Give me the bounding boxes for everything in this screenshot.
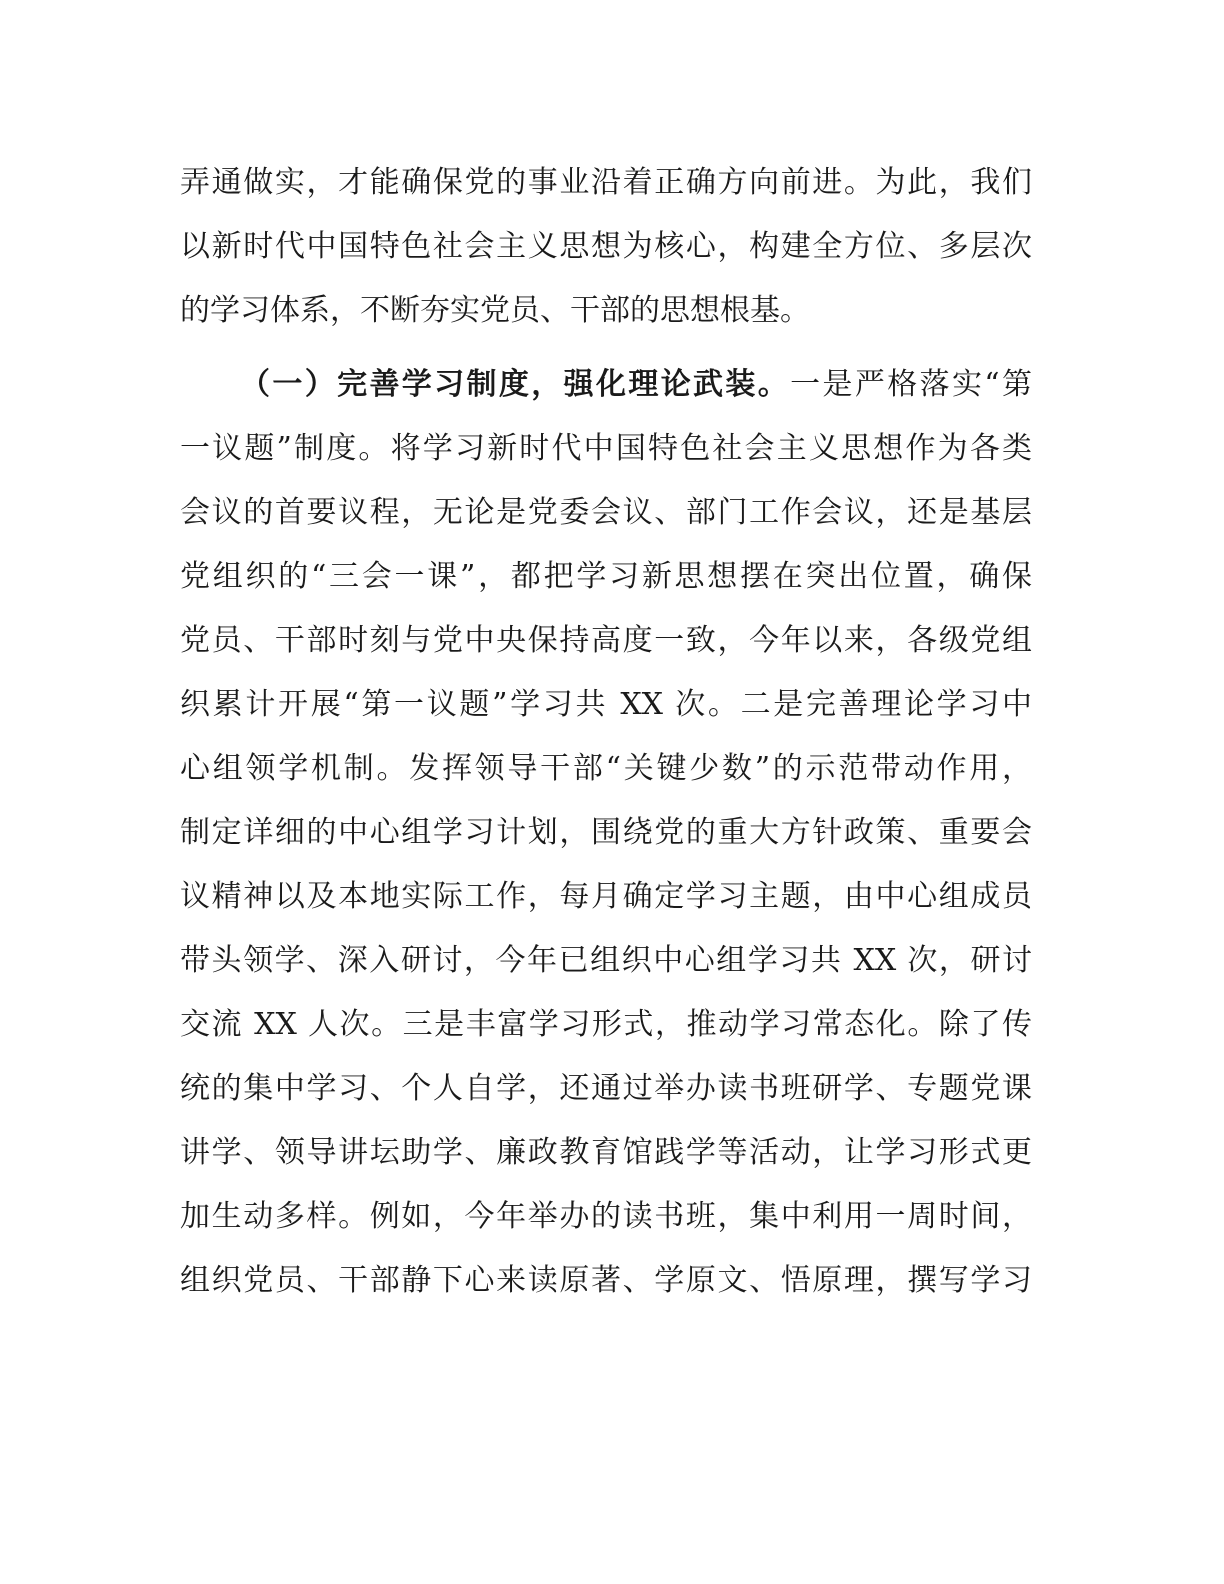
paragraph-2-line-3: 会议的首要议程，无论是党委会议、部门工作会议，还是基层 [180, 495, 1032, 530]
paragraph-2-line-6: 织累计开展“第一议题”学习共 XX 次。二是完善理论学习中 [180, 687, 1032, 722]
paragraph-2-line-10: 带头领学、深入研讨，今年已组织中心组学习共 XX 次，研讨 [180, 943, 1032, 978]
paragraph-2-line-5: 党员、干部时刻与党中央保持高度一致，今年以来，各级党组 [180, 623, 1032, 658]
paragraph-2-first-line-text: 一是严格落实“第 [790, 367, 1033, 402]
paragraph-2-line-11: 交流 XX 人次。三是丰富学习形式，推动学习常态化。除了传 [180, 1007, 1032, 1042]
paragraph-2-line-4: 党组织的“三会一课”，都把学习新思想摆在突出位置，确保 [180, 559, 1032, 594]
paragraph-2-line-14: 加生动多样。例如，今年举办的读书班，集中利用一周时间， [180, 1199, 1032, 1234]
paragraph-2-line-15: 组织党员、干部静下心来读原著、学原文、悟原理，撰写学习 [180, 1263, 1032, 1298]
paragraph-2-line-12: 统的集中学习、个人自学，还通过举办读书班研学、专题党课 [180, 1071, 1032, 1106]
section-heading: （一）完善学习制度，强化理论武装。 [240, 367, 791, 402]
paragraph-1-line-2: 以新时代中国特色社会主义思想为核心，构建全方位、多层次 [180, 229, 1032, 264]
paragraph-1-line-1: 弄通做实，才能确保党的事业沿着正确方向前进。为此，我们 [180, 165, 1032, 200]
paragraph-2-line-7: 心组领学机制。发挥领导干部“关键少数”的示范带动作用， [180, 751, 1032, 786]
paragraph-2-line-8: 制定详细的中心组学习计划，围绕党的重大方针政策、重要会 [180, 815, 1032, 850]
paragraph-2-line-9: 议精神以及本地实际工作，每月确定学习主题，由中心组成员 [180, 879, 1032, 914]
paragraph-2-line-13: 讲学、领导讲坛助学、廉政教育馆践学等活动，让学习形式更 [180, 1135, 1032, 1170]
paragraph-1-line-3: 的学习体系，不断夯实党员、干部的思想根基。 [180, 293, 810, 328]
paragraph-2-line-2: 一议题”制度。将学习新时代中国特色社会主义思想作为各类 [180, 431, 1032, 466]
paragraph-2-first-line [240, 365, 1032, 405]
